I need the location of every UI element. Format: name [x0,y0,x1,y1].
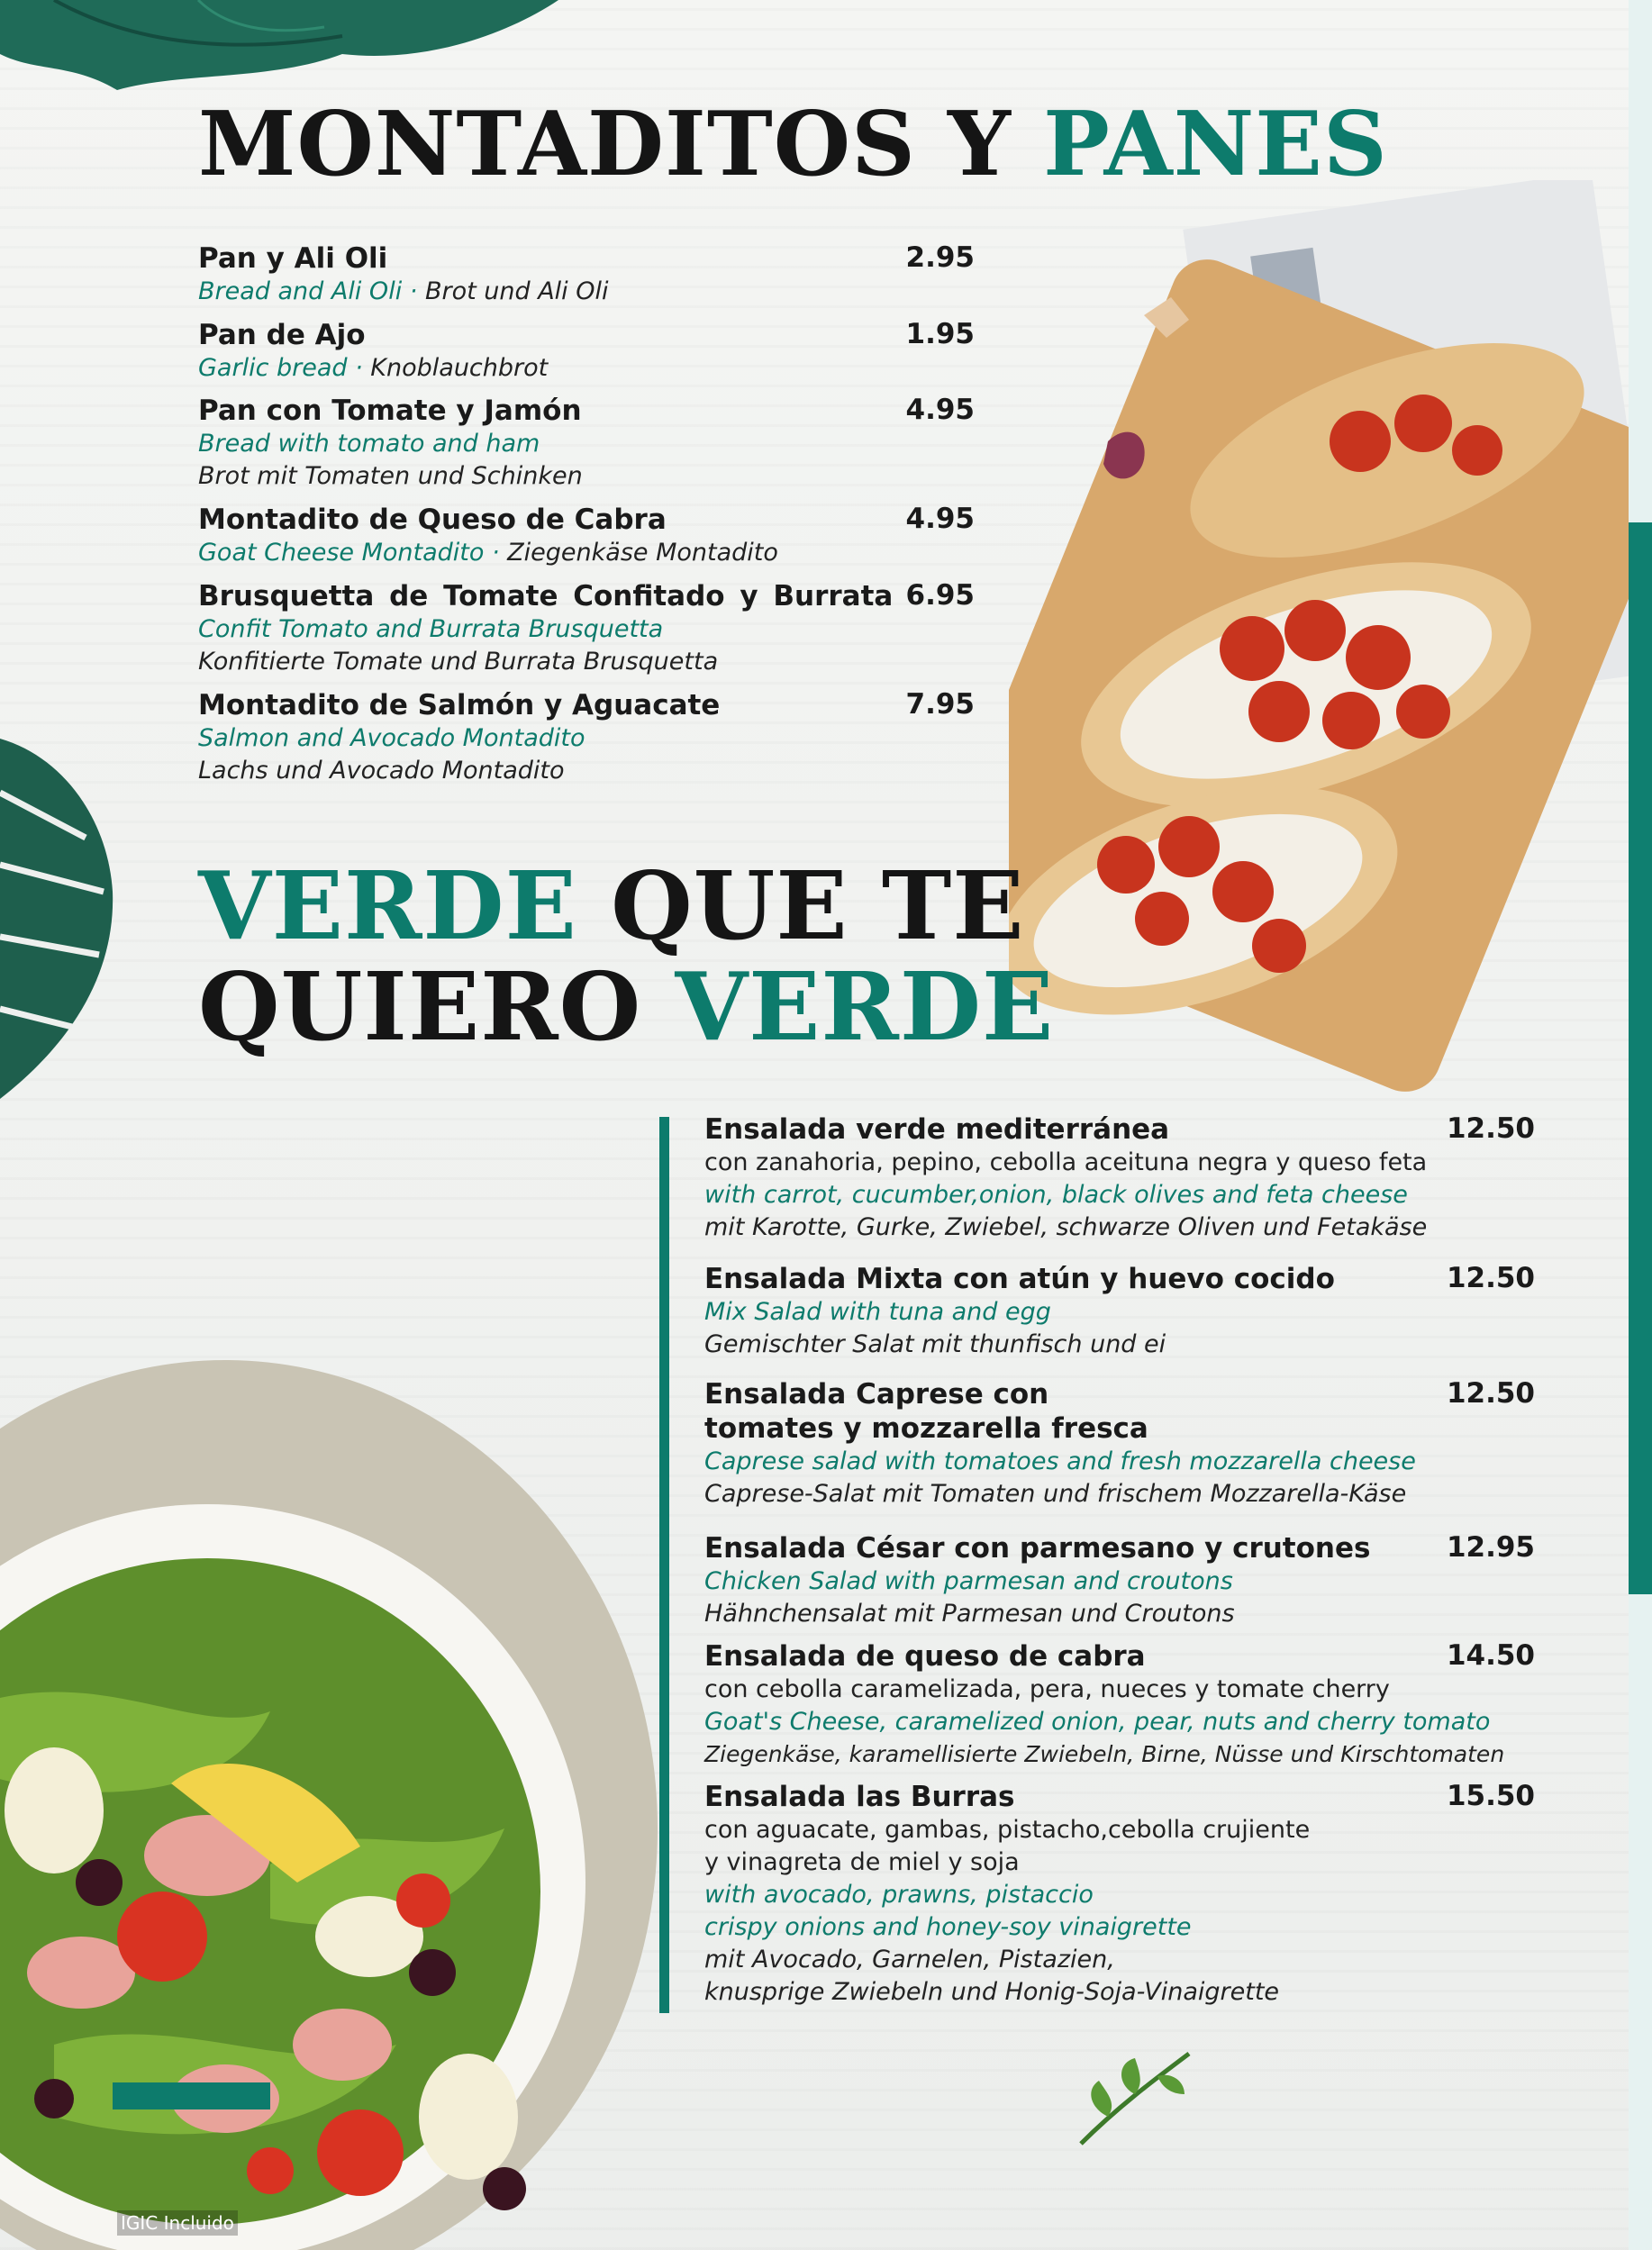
menu-item-german: Brot mit Tomaten und Schinken [198,462,583,490]
section-title-dark-part: QUIERO [198,951,642,1062]
menu-item-german: Gemischter Salat mit thunfisch und ei [704,1330,1166,1358]
menu-item-name: Ensalada verde mediterránea [704,1113,1170,1146]
menu-item-price: 12.50 [1446,1112,1535,1145]
menu-item-english: Salmon and Avocado Montadito [198,724,585,752]
section-title-dark-part: QUE TE [611,850,1025,961]
menu-item-price: 6.95 [905,579,975,612]
menu-item-price: 4.95 [905,394,975,426]
salad-bowl-image [0,1234,667,2250]
menu-item-german: Brot und Ali Oli [424,277,609,305]
menu-item [704,1262,1535,1361]
menu-item-german: Knoblauchbrot [370,354,549,382]
monstera-leaf-image [0,739,117,1099]
menu-item-name: Brusquetta de Tomate Confitado y Burrata [198,580,894,612]
menu-item [704,1780,1535,2009]
menu-item-english: with carrot, cucumber,onion, black olives and feta cheese [704,1181,1408,1209]
section-title-teal-part: VERDE [675,951,1055,1062]
menu-item [704,1531,1535,1630]
edge-accent-bar [1629,522,1652,1594]
menu-item-price: 14.50 [1446,1639,1535,1672]
menu-item-name: Ensalada Caprese con [704,1378,1049,1411]
menu-item-german: Ziegenkäse Montadito [507,539,778,567]
section-title-verde [198,850,1055,1062]
separator-dot: · [402,277,425,305]
menu-item-german-line2: knusprige Zwiebeln und Honig-Soja-Vinaigrette [704,1978,1280,2006]
menu-item-english-line2: crispy onions and honey-soy vinaigrette [704,1913,1192,1941]
menu-item-name: Pan de Ajo [198,319,366,351]
menu-item-price: 15.50 [1446,1780,1535,1812]
menu-item-spanish-description-line2: y vinagreta de miel y soja [704,1848,1020,1876]
menu-item-english: Goat's Cheese, caramelized onion, pear, nuts and cherry tomato [704,1708,1491,1736]
menu-item [198,241,975,308]
menu-item-english: Mix Salad with tuna and egg [704,1298,1051,1326]
menu-item-name: Pan con Tomate y Jamón [198,395,582,427]
section-title-teal-part: VERDE [198,850,577,961]
menu-item-name: Ensalada César con parmesano y crutones [704,1532,1371,1565]
menu-item [704,1377,1535,1511]
menu-item [198,318,975,385]
footer-accent-bar [113,2082,270,2109]
menu-item [704,1639,1535,1771]
menu-item-name-line2: tomates y mozzarella fresca [704,1412,1148,1445]
menu-item-name: Montadito de Queso de Cabra [198,504,667,536]
section-title-dark-part: MONTADITOS Y [198,93,1012,196]
menu-item-english: with avocado, prawns, pistaccio [704,1881,1094,1909]
menu-item-name: Pan y Ali Oli [198,242,388,275]
menu-item-price: 2.95 [905,241,975,274]
section-title-teal-part: PANES [1043,93,1388,196]
separator-dot: · [484,539,508,567]
menu-item-german: Hähnchensalat mit Parmesan und Croutons [704,1600,1235,1628]
menu-item-price: 7.95 [905,688,975,721]
menu-item [198,688,975,787]
menu-item-english: Goat Cheese Montadito [198,539,485,567]
arugula-sprig-image [1072,2045,1198,2153]
menu-item-german: Caprese-Salat mit Tomaten und frischem Mozzarella-Käse [704,1480,1407,1508]
menu-item-price: 4.95 [905,503,975,535]
menu-item-english: Confit Tomato and Burrata Brusquetta [198,615,664,643]
tax-note: IGIC Incluido [117,2210,238,2236]
menu-item-german: mit Avocado, Garnelen, Pistazien, [704,1946,1115,1973]
menu-item-german: Ziegenkäse, karamellisierte Zwiebeln, Birne, Nüsse und Kirschtomaten [704,1741,1505,1767]
menu-item-english: Bread with tomato and ham [198,430,540,458]
menu-item-price: 12.95 [1446,1531,1535,1564]
menu-item-german: mit Karotte, Gurke, Zwiebel, schwarze Oliven und Fetakäse [704,1213,1428,1241]
menu-item-name: Ensalada de queso de cabra [704,1640,1146,1673]
menu-item-price: 1.95 [905,318,975,350]
menu-item-german: Konfitierte Tomate und Burrata Brusquetta [198,648,719,676]
menu-item [198,579,975,678]
menu-item [704,1112,1535,1244]
section-title-montaditos [198,93,1388,196]
separator-dot: · [347,354,371,382]
menu-item-spanish-description: con zanahoria, pepino, cebolla aceituna negra y queso feta [704,1148,1428,1176]
menu-item-english: Caprese salad with tomatoes and fresh mozzarella cheese [704,1447,1416,1475]
palm-leaf-top-image [0,0,558,99]
bruschetta-board-image [1009,180,1629,1099]
menu-item-english: Bread and Ali Oli [198,277,403,305]
menu-item [198,503,975,569]
menu-item-spanish-description: con aguacate, gambas, pistacho,cebolla crujiente [704,1816,1311,1844]
menu-item-english: Garlic bread [198,354,348,382]
menu-item-english: Chicken Salad with parmesan and croutons [704,1567,1233,1595]
menu-item-name: Ensalada las Burras [704,1781,1015,1813]
menu-item-german: Lachs und Avocado Montadito [198,757,565,785]
menu-item-price: 12.50 [1446,1262,1535,1294]
menu-item [198,394,975,493]
salad-section-accent-bar [659,1117,669,2013]
menu-item-price: 12.50 [1446,1377,1535,1410]
menu-item-name: Ensalada Mixta con atún y huevo cocido [704,1263,1335,1295]
menu-item-spanish-description: con cebolla caramelizada, pera, nueces y tomate cherry [704,1675,1390,1703]
menu-item-name: Montadito de Salmón y Aguacate [198,689,721,721]
